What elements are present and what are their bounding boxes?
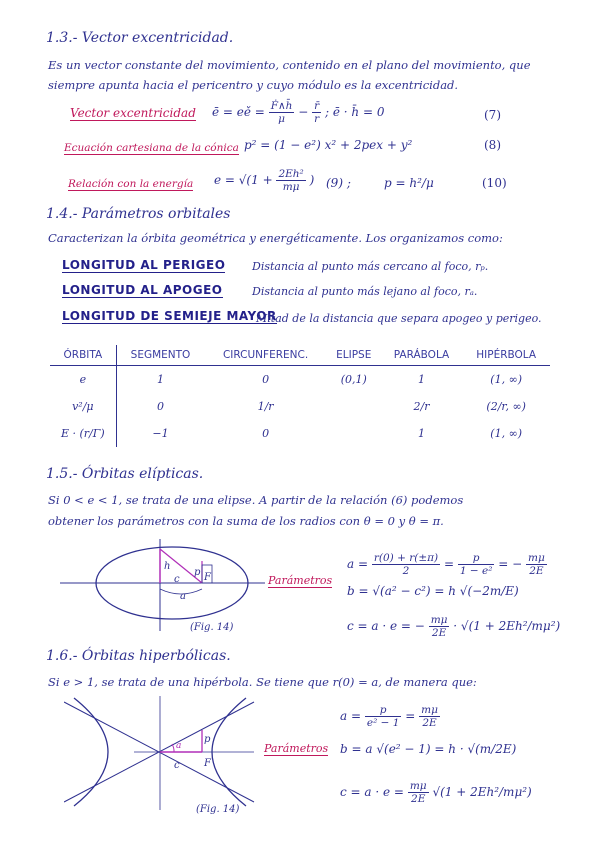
- equation-number-10: (10): [482, 176, 507, 190]
- ellipse-eq-a-frac3: [526, 552, 547, 577]
- table-cell: E · (r/Γ): [50, 420, 116, 447]
- ecuacion-cartesiana-label: Ecuación cartesiana de la cónica: [64, 142, 239, 154]
- hyperbola-eq-a-frac1-num: p: [365, 704, 402, 717]
- table-cell: e: [50, 366, 116, 394]
- ellipse-eq-c-frac-den: 2E: [431, 627, 447, 639]
- formula-7-frac2-den: r: [314, 113, 320, 125]
- param-desc-semieje: Mitad de la distancia que separa apogeo y perigeo.: [256, 312, 542, 325]
- table-cell: (0,1): [340, 373, 367, 386]
- fig-label-c: c: [174, 760, 180, 771]
- hyperbola-eq-c-frac: [408, 780, 429, 805]
- param-desc-perigeo: Distancia al punto más cercano al foco, rₚ.: [252, 260, 489, 273]
- relacion-energia-label: Relación con la energía: [68, 178, 194, 190]
- orbit-table-header: CIRCUNFERENC.: [204, 345, 327, 366]
- formula-7-frac1-num: Ḟ∧h̄: [270, 100, 293, 112]
- table-cell: −1: [152, 427, 169, 440]
- table-cell: (2/r, ∞): [486, 400, 526, 413]
- formula-7-frac1-den: μ: [278, 113, 285, 125]
- hyperbola-eq-c: [340, 780, 532, 805]
- fig-label-c: c: [174, 574, 180, 585]
- ellipse-eq-c: [347, 614, 560, 639]
- formula-9-frac-num: 2Eh²: [278, 168, 304, 180]
- table-row: [50, 420, 550, 447]
- hyperbola-eq-a-frac2-den: 2E: [422, 717, 437, 729]
- ellipse-eq-b: [347, 584, 519, 598]
- ellipse-eq-a: [347, 552, 547, 577]
- ellipse-eq-c-tail: · √(1 + 2Eh²/mμ²): [453, 619, 561, 633]
- ellipse-eq-a-frac1-den: 2: [402, 565, 410, 577]
- equation-number-8: (8): [484, 138, 501, 152]
- table-cell: (1, ∞): [490, 427, 523, 440]
- table-cell: 1/r: [257, 400, 274, 413]
- hyperbola-eq-a-lhs: a =: [340, 709, 362, 723]
- table-cell: 0: [262, 427, 270, 440]
- orbit-table-header: ÓRBITA: [50, 345, 116, 366]
- formula-7-minus: −: [298, 105, 309, 119]
- hyperbola-eq-a: [340, 704, 440, 729]
- hyperbola-eq-b-lhs: b =: [340, 742, 362, 756]
- table-cell: [327, 420, 381, 447]
- hyperbola-eq-c-tail: √(1 + 2Eh²/mμ²): [432, 785, 532, 799]
- fig-label-h: h: [164, 561, 171, 572]
- formula-7-lhs: ē = eě =: [212, 105, 265, 119]
- ellipse-params-label: Parámetros: [268, 574, 333, 587]
- formula-7-frac2: [312, 100, 321, 125]
- orbit-table-header: HIPÉRBOLA: [462, 345, 550, 366]
- formula-8: p² = (1 − e²) x² + 2pex + y²: [244, 138, 413, 152]
- hyperbola-eq-c-rhs: a · e =: [364, 785, 404, 799]
- ellipse-eq-a-frac2-num: p: [458, 552, 495, 565]
- hyperbola-eq-a-frac2: [419, 704, 440, 729]
- ellipse-eq-a-frac2: [458, 552, 495, 577]
- section-1-3-text-line1: Es un vector constante del movimiento, contenido en el plano del movimiento, que: [48, 58, 531, 72]
- ellipse-eq-a-frac1: [372, 552, 440, 577]
- section-1-6-heading: 1.6.- Órbitas hiperbólicas.: [46, 648, 231, 664]
- formula-9-lhs: e = √(1 +: [214, 173, 277, 187]
- ellipse-eq-b-lhs: b =: [347, 584, 369, 598]
- table-cell: v²/μ: [50, 393, 116, 420]
- formula-9: [214, 168, 314, 193]
- param-title-apogeo: LONGITUD AL APOGEO: [62, 283, 223, 297]
- hyperbola-left-branch: [74, 698, 108, 806]
- hyperbola-eq-c-frac-num: mμ: [409, 780, 427, 792]
- hyperbola-eq-a-frac2-num: mμ: [421, 704, 438, 716]
- orbit-table-header-row: [50, 345, 550, 366]
- fig-label-F: F: [204, 572, 211, 583]
- ellipse-eq-c-frac-num: mμ: [430, 614, 448, 626]
- table-cell: 1: [417, 373, 425, 386]
- hyperbola-eq-c-lhs: c =: [340, 785, 361, 799]
- ellipse-eq-a-eq2: = −: [498, 557, 523, 571]
- formula-7-frac2-num: r̄: [314, 100, 320, 112]
- formula-10: p = h²/μ: [384, 176, 434, 190]
- ellipse-eq-a-frac3-num: mμ: [528, 552, 545, 564]
- hyperbola-params-label: Parámetros: [264, 742, 329, 755]
- fig-label-a: a: [180, 591, 186, 602]
- vector-excentricidad-label: Vector excentricidad: [70, 106, 196, 120]
- formula-9-label: [68, 176, 193, 190]
- table-cell: 0: [262, 373, 270, 386]
- formula-7-tail: ; ē · h̄ = 0: [325, 105, 385, 119]
- angle-arc: [172, 744, 174, 752]
- hyperbola-fig-label: (Fig. 14): [196, 804, 240, 815]
- table-cell: 0: [157, 400, 164, 413]
- ellipse-eq-a-frac1-num: r(0) + r(±π): [373, 552, 439, 564]
- table-cell: 1: [157, 373, 164, 386]
- section-1-3-text-line2: siempre apunta hacia el pericentro y cuyo módulo es la excentricidad.: [48, 78, 459, 92]
- ellipse-eq-c-lhs: c =: [347, 619, 368, 633]
- formula-7: [212, 100, 384, 125]
- fig-label-F: F: [204, 758, 211, 769]
- ellipse-eq-c-rhs: a · e = −: [371, 619, 425, 633]
- hyperbola-eq-a-eq: =: [405, 709, 416, 723]
- orbit-table-header: ELIPSE: [327, 345, 381, 366]
- section-1-4-text: Caracterizan la órbita geométrica y energéticamente. Los organizamos como:: [48, 231, 503, 245]
- hyperbola-eq-a-frac1-den: e² − 1: [366, 717, 400, 729]
- table-cell: 2/r: [413, 400, 430, 413]
- orbit-table-header: PARÁBOLA: [381, 345, 463, 366]
- equation-number-7: (7): [484, 108, 501, 122]
- hyperbola-eq-c-frac-den: 2E: [411, 793, 426, 805]
- formula-9-frac-den: mμ: [282, 181, 300, 193]
- ellipse-eq-c-frac: [429, 614, 450, 639]
- hyperbola-diagram: [64, 696, 264, 816]
- section-1-3-heading: 1.3.- Vector excentricidad.: [46, 30, 234, 46]
- ellipse-eq-a-frac3-den: 2E: [529, 565, 544, 577]
- hyperbola-eq-a-frac1: [365, 704, 402, 729]
- ellipse-fig-label: (Fig. 14): [190, 622, 234, 633]
- hyperbola-eq-b: [340, 742, 516, 756]
- ellipse-eq-a-eq: =: [443, 557, 455, 571]
- param-title-perigeo: LONGITUD AL PERIGEO: [62, 258, 226, 272]
- table-cell: (1, ∞): [490, 373, 523, 386]
- section-1-4-heading: 1.4.- Parámetros orbitales: [46, 206, 231, 222]
- formula-7-label: [70, 106, 196, 120]
- section-1-5-text-line2: obtener los parámetros con la suma de los radios con θ = 0 y θ = π.: [48, 514, 444, 528]
- table-cell: [327, 393, 381, 420]
- orbit-table-header: SEGMENTO: [116, 345, 204, 366]
- table-row: [50, 393, 550, 420]
- param-desc-apogeo: Distancia al punto más lejano al foco, rₐ.: [252, 285, 478, 298]
- section-1-5-heading: 1.5.- Órbitas elípticas.: [46, 466, 204, 482]
- formula-9-number: (9) ;: [326, 176, 351, 190]
- orbit-table: [50, 345, 550, 447]
- ellipse-eq-b-rhs: √(a² − c²) = h √(−2m/E): [372, 584, 519, 598]
- section-1-6-text: Si e > 1, se trata de una hipérbola. Se tiene que r(0) = a, de manera que:: [48, 675, 477, 689]
- formula-7-frac1: [269, 100, 295, 125]
- ellipse-eq-a-lhs: a =: [347, 557, 369, 571]
- formula-9-close: ): [309, 173, 315, 187]
- ellipse-eq-a-frac2-den: 1 − e²: [459, 565, 493, 577]
- table-cell: 1: [417, 427, 425, 440]
- formula-9-frac: [276, 168, 305, 193]
- section-1-5-text-line1: Si 0 < e < 1, se trata de una elipse. A partir de la relación (6) podemos: [48, 493, 464, 507]
- hyperbola-eq-b-rhs: a √(e² − 1) = h · √(m/2E): [365, 742, 517, 756]
- param-title-semieje: LONGITUD DE SEMIEJE MAYOR: [62, 309, 277, 323]
- ellipse-diagram: [60, 535, 270, 635]
- formula-8-label: [64, 140, 239, 154]
- fig-label-p: p: [204, 734, 211, 745]
- fig-label-a: a: [176, 741, 182, 751]
- table-row: [50, 366, 550, 394]
- fig-label-p: p: [194, 567, 201, 578]
